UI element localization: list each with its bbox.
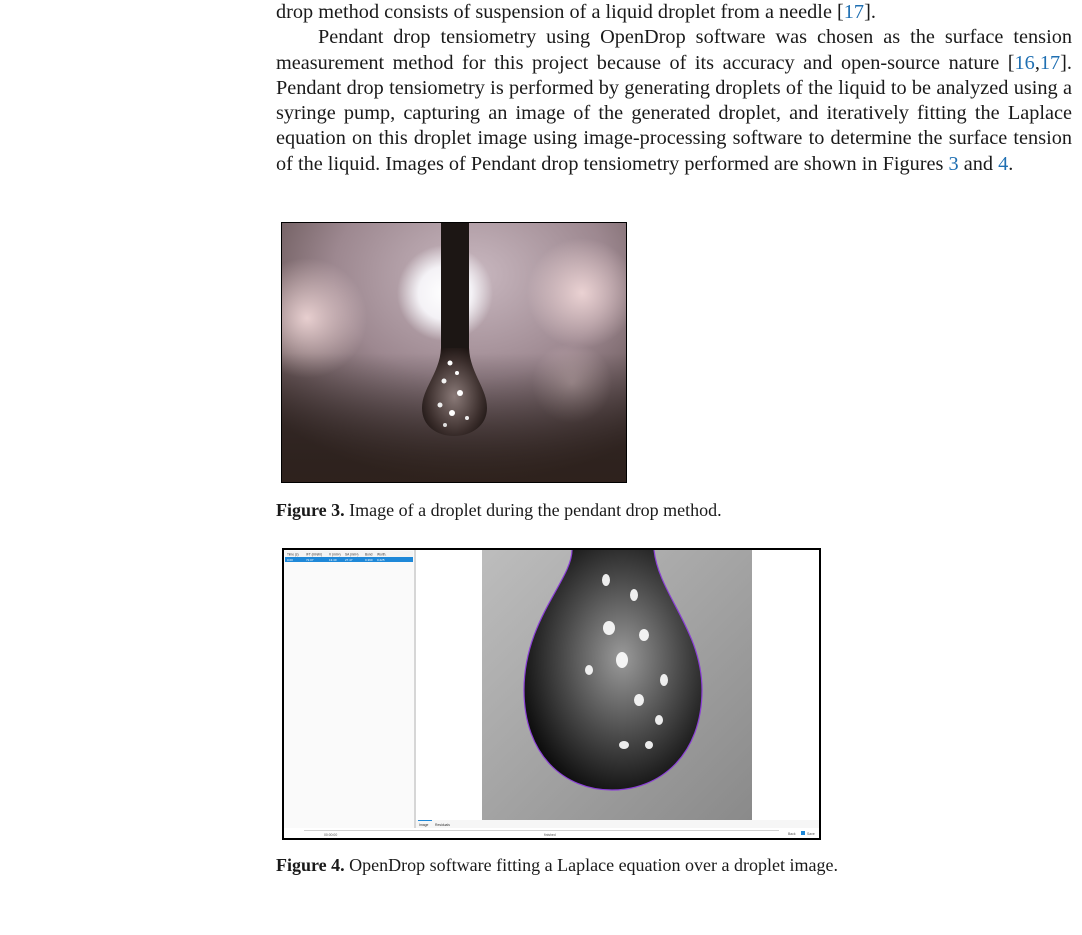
cell-volume: 13.40 <box>329 558 337 562</box>
paragraph-2 <box>276 25 1072 177</box>
save-icon[interactable] <box>801 831 805 835</box>
paragraph-2-text-2: ]. Pendant drop tensiometry is performed by generating droplets of the liquid to be analyzed using a syringe pump, capturing an image of the generated droplet, and iteratively fitting the Laplace equation on this droplet image using image-processing software to determine the surface tension of the liquid. Images of Pendant drop tensiometry performed are shown in Figures <box>276 51 1072 175</box>
tab-residuals[interactable]: Residuals <box>435 823 450 827</box>
back-button[interactable]: Back <box>788 832 796 836</box>
figure-3-image <box>281 222 627 483</box>
paragraph-2-end: . <box>1008 152 1014 175</box>
table-header-worth: Worth. <box>377 552 387 557</box>
table-header-area: SA (mm²) <box>345 552 359 557</box>
figure-3-label: Figure 3. <box>276 500 345 520</box>
figure-3-link[interactable]: 3 <box>948 152 959 175</box>
citation-17b[interactable]: 17 <box>1039 51 1061 74</box>
figure-4-image <box>282 548 821 840</box>
status-text: finished <box>544 833 556 837</box>
paragraph-1-text: drop method consists of suspension of a liquid droplet from a needle [ <box>276 1 844 23</box>
table-header-time: Time (s) <box>287 552 299 557</box>
figure-4-caption <box>276 855 838 876</box>
droplet-photo <box>282 223 626 482</box>
table-header-bond: Bond <box>365 552 373 557</box>
figure-4-caption-text: OpenDrop software fitting a Laplace equation over a droplet image. <box>344 855 838 875</box>
cell-worth: 0.225 <box>377 558 385 562</box>
tab-image[interactable]: Image <box>419 823 429 827</box>
table-header-ift: IFT (mN/m) <box>306 552 323 557</box>
paragraph-1-end: ]. <box>864 1 876 23</box>
citation-16[interactable]: 16 <box>1014 51 1035 74</box>
cell-ift: 72.07 <box>306 558 314 562</box>
cell-area: 27.47 <box>345 558 353 562</box>
paragraph-2-text-1: Pendant drop tensiometry using OpenDrop software was chosen as the surface tension measurement method for this project because of its accuracy and open-source nature [ <box>276 26 1072 74</box>
save-button[interactable]: Save <box>807 832 815 836</box>
citation-separator: , <box>1034 51 1040 74</box>
cell-time: 0.00 <box>287 558 293 562</box>
paragraph-1 <box>276 0 1072 25</box>
figure-4-link[interactable]: 4 <box>998 152 1009 175</box>
cell-bond: 0.390 <box>365 558 373 562</box>
figure-3-caption-text: Image of a droplet during the pendant drop method. <box>344 500 722 520</box>
table-header-volume: V (mm³) <box>329 552 341 557</box>
citation-17[interactable]: 17 <box>843 1 865 23</box>
figure-4-label: Figure 4. <box>276 855 345 875</box>
opendrop-screenshot <box>284 550 819 838</box>
and-word: and <box>958 152 999 175</box>
body-text <box>276 0 1072 177</box>
elapsed-time: 00:00:00 <box>324 833 338 837</box>
figure-3-caption <box>276 500 722 521</box>
